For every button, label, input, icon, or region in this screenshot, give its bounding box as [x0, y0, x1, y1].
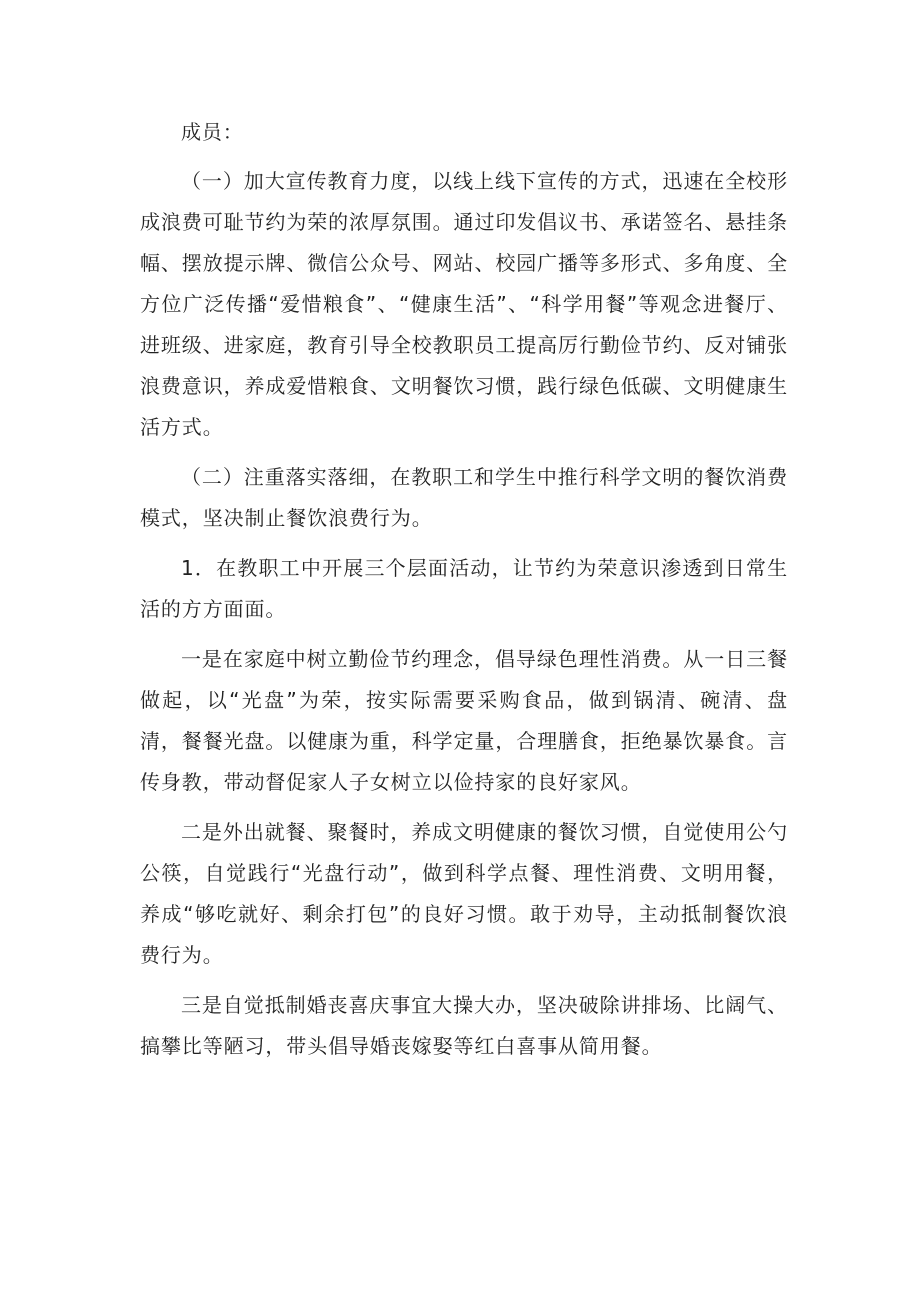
paragraph-ceremonies: 三是自觉抵制婚丧喜庆事宜大操大办，坚决破除讲排场、比阔气、搞攀比等陋习，带头倡导婚丧嫁娶等红白喜事从简用餐。	[140, 993, 788, 1058]
paragraph-family-thrift: 一是在家庭中树立勤俭节约理念，倡导绿色理性消费。从一日三餐做起，以“光盘”为荣，按实际需要采购食品，做到锅清、碗清、盘清，餐餐光盘。以健康为重，科学定量，合理膳食，拒绝暴饮暴食。言传身教，带动督促家人子女树立以俭持家的良好家风。	[140, 647, 788, 794]
paragraph-publicity: （一）加大宣传教育力度，以线上线下宣传的方式，迅速在全校形成浪费可耻节约为荣的浓厚氛围。通过印发倡议书、承诺签名、悬挂条幅、摆放提示牌、微信公众号、网站、校园广播等多形式、多角度、全方位广泛传播“爱惜粮食”、“健康生活”、“科学用餐”等观念进餐厅、进班级、进家庭，教育引导全校教职员工提高厉行勤俭节约、反对铺张浪费意识，养成爱惜粮食、文明餐饮习惯，践行绿色低碳、文明健康生活方式。	[140, 169, 788, 439]
paragraph-dining-out: 二是外出就餐、聚餐时，养成文明健康的餐饮习惯，自觉使用公勺公筷，自觉践行“光盘行动”，做到科学点餐、理性消费、文明用餐，养成“够吃就好、剩余打包”的良好习惯。敢于劝导，主动抵制餐饮浪费行为。	[140, 820, 788, 967]
paragraph-implementation: （二）注重落实落细，在教职工和学生中推行科学文明的餐饮消费模式，坚决制止餐饮浪费行为。	[140, 465, 788, 530]
members-heading: 成员：	[181, 120, 244, 144]
paragraph-staff-activities: 1．在教职工中开展三个层面活动，让节约为荣意识渗透到日常生活的方方面面。	[140, 556, 788, 621]
document-body	[140, 112, 788, 1076]
